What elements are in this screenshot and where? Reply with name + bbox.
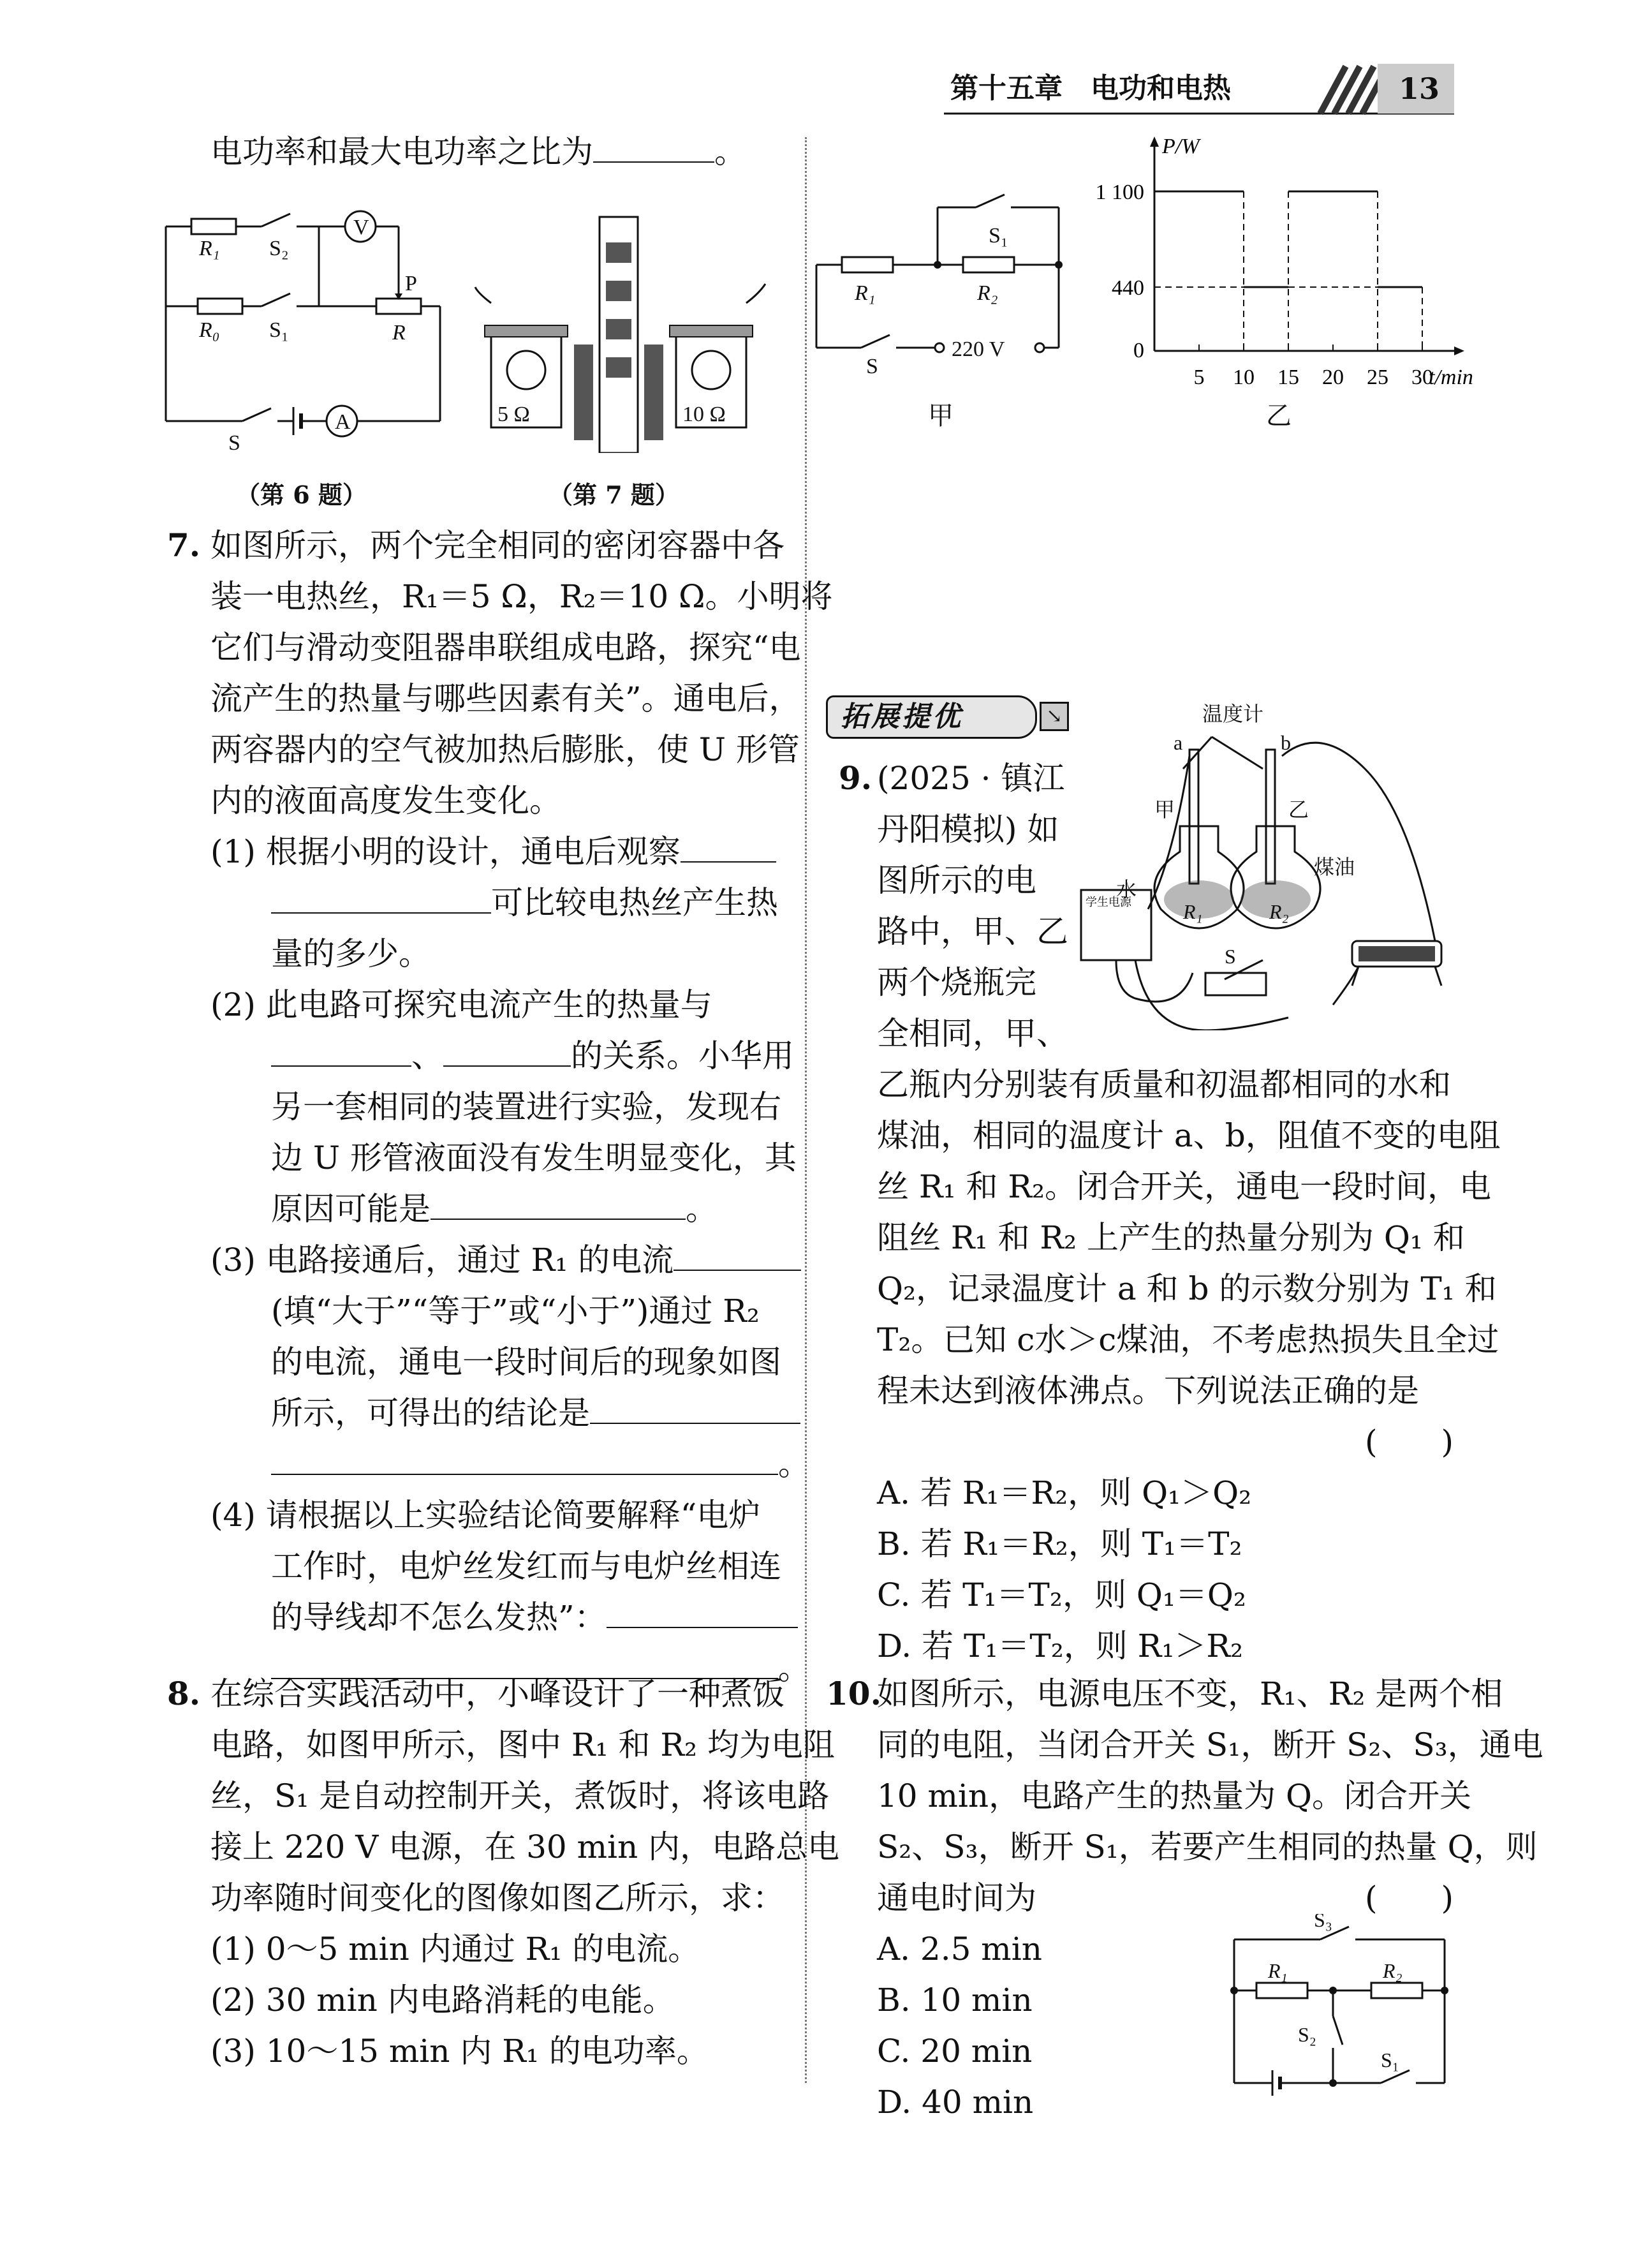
fig6-p: P bbox=[405, 272, 417, 295]
q9-fig-r2: R₂ bbox=[1269, 900, 1289, 923]
fig8a-s1: S₁ bbox=[989, 224, 1008, 248]
q6-tail-line bbox=[210, 126, 746, 177]
q7-p4-line3: 的导线却不怎么发热”： bbox=[210, 1592, 810, 1643]
y-axis-arrow bbox=[1150, 137, 1159, 147]
q8-line: 在综合实践活动中，小峰设计了一种煮饭 bbox=[210, 1675, 784, 1712]
fig6-r1: R₁ bbox=[199, 237, 220, 260]
q9-line: (2025 · 镇江 bbox=[877, 760, 1065, 797]
q9-fig-a: a bbox=[1174, 731, 1183, 754]
q7-p1-blank-a[interactable] bbox=[681, 828, 776, 863]
q6-tail-text: 电功率和最大电功率之比为 bbox=[210, 133, 593, 170]
x-tick-label: 20 bbox=[1322, 366, 1344, 389]
q8-line: 电路，如图甲所示，图中 R₁ 和 R₂ 均为电阻 bbox=[210, 1726, 835, 1763]
q7-line: 装一电热丝，R₁＝5 Ω，R₂＝10 Ω。小明将 bbox=[210, 578, 833, 615]
fig6-a: A bbox=[335, 410, 351, 434]
q9-fig-thermo: 温度计 bbox=[1202, 702, 1264, 725]
x-tick-label: 25 bbox=[1367, 366, 1388, 389]
q9-line: 丹阳模拟) 如 bbox=[877, 811, 1059, 848]
q10-line: 通电时间为 bbox=[877, 1879, 1036, 1916]
q8-body bbox=[210, 1668, 839, 2077]
x-tick-label: 15 bbox=[1277, 366, 1299, 389]
q9-line: 两个烧瓶完 bbox=[877, 964, 1036, 1001]
q7-p4-line1: (4) 请根据以上实验结论简要解释“电炉 bbox=[210, 1497, 761, 1534]
chapter-title: 第十五章 电功和电热 bbox=[950, 72, 1231, 105]
q7-p2-blank-a[interactable] bbox=[271, 1032, 411, 1067]
x-axis-arrow bbox=[1454, 346, 1464, 355]
y-axis-label: P/W bbox=[1162, 135, 1200, 158]
q8-sub: (2) 30 min 内电路消耗的电能。 bbox=[210, 1982, 675, 2019]
q10-circuit bbox=[1225, 1914, 1467, 2105]
q10-fig-s3: S₃ bbox=[1314, 1914, 1332, 1931]
q7-line: 两容器内的空气被加热后膨胀，使 U 形管 bbox=[210, 731, 800, 768]
fig7-left-res: 5 Ω bbox=[497, 403, 530, 426]
q8-sub: (1) 0～5 min 内通过 R₁ 的电流。 bbox=[210, 1931, 700, 1968]
q9-fig-b: b bbox=[1281, 731, 1291, 754]
fig8-chart-yi bbox=[1084, 134, 1492, 389]
q7-p3-line4: 所示，可得出的结论是 bbox=[210, 1388, 810, 1439]
q9-line: 乙瓶内分别装有质量和初温都相同的水和 bbox=[877, 1066, 1451, 1103]
fig8a-s: S bbox=[866, 355, 878, 378]
section-title-box bbox=[826, 695, 1037, 739]
x-tick-label: 5 bbox=[1193, 366, 1205, 389]
q10-line: 10 min，电路产生的热量为 Q。闭合开关 bbox=[877, 1777, 1472, 1814]
q9-fig-jia: 甲 bbox=[1154, 798, 1175, 821]
fig8a-r1: R₁ bbox=[855, 281, 876, 305]
section-arrow-icon: ↘ bbox=[1040, 702, 1069, 731]
q9-fig-s: S bbox=[1225, 945, 1236, 968]
fig6-v: V bbox=[353, 216, 369, 239]
q10-line: S₂、S₃，断开 S₁，若要产生相同的热量 Q，则 bbox=[877, 1828, 1538, 1865]
q9-answer-bracket[interactable]: ( ) bbox=[1365, 1423, 1454, 1460]
fig8a-r2: R₂ bbox=[977, 281, 998, 305]
q9-line: 阻丝 R₁ 和 R₂ 上产生的热量分别为 Q₁ 和 bbox=[877, 1219, 1465, 1256]
section-title: 拓展提优 bbox=[841, 700, 963, 733]
q10-options bbox=[877, 1923, 1042, 2128]
q6-tail-end: 。 bbox=[714, 133, 746, 170]
fig7-caption: （第 7 题） bbox=[548, 480, 679, 509]
fig8-circuit-jia bbox=[810, 179, 1091, 383]
q7-p4-line2: 工作时，电炉丝发红而与电炉丝相连 bbox=[271, 1548, 781, 1585]
q9-fig-kerosene: 煤油 bbox=[1314, 856, 1355, 878]
fig7-apparatus bbox=[472, 211, 791, 453]
q9-line: Q₂，记录温度计 a 和 b 的示数分别为 T₁ 和 bbox=[877, 1270, 1497, 1307]
q9-short-lines bbox=[877, 753, 1068, 1059]
q10-option[interactable]: D. 40 min bbox=[877, 2084, 1034, 2121]
q8-number: 8. bbox=[167, 1675, 201, 1712]
q8-line: 接上 220 V 电源，在 30 min 内，电路总电 bbox=[210, 1828, 840, 1865]
q7-p4-blank-a[interactable] bbox=[607, 1594, 798, 1628]
fig6-s2: S₂ bbox=[269, 237, 289, 260]
q8-sub: (3) 10～15 min 内 R₁ 的电功率。 bbox=[210, 2033, 709, 2070]
q7-p3-line1: (3) 电路接通后，通过 R₁ 的电流 bbox=[210, 1234, 810, 1286]
q9-line: 煤油，相同的温度计 a、b，阻值不变的电阻 bbox=[877, 1117, 1501, 1154]
x-axis-label: t/min bbox=[1429, 366, 1473, 389]
q7-p2-line2: 、 的关系。小华用 bbox=[210, 1030, 810, 1081]
q10-option[interactable]: B. 10 min bbox=[877, 1982, 1033, 2019]
q9-option[interactable]: B. 若 R₁＝R₂，则 T₁＝T₂ bbox=[877, 1525, 1242, 1562]
x-tick-label: 30 bbox=[1411, 366, 1433, 389]
q7-p1-line3: 量的多少。 bbox=[271, 935, 431, 972]
page-header bbox=[944, 64, 1454, 115]
q9-option[interactable]: D. 若 T₁＝T₂，则 R₁＞R₂ bbox=[877, 1627, 1244, 1664]
q7-p3-line5: 。 bbox=[210, 1439, 810, 1490]
q7-p3-blank-c[interactable] bbox=[271, 1441, 778, 1475]
q7-p3-blank-b[interactable] bbox=[590, 1390, 800, 1424]
q10-fig-r2: R₂ bbox=[1383, 1959, 1402, 1982]
q7-p2-line5: 原因可能是 。 bbox=[210, 1183, 810, 1234]
q10-answer-bracket[interactable]: ( ) bbox=[1365, 1879, 1454, 1916]
q9-line: 程未达到液体沸点。下列说法正确的是 bbox=[877, 1372, 1419, 1409]
q7-p2-blank-c[interactable] bbox=[431, 1185, 686, 1220]
q9-fig-power: 学生电源 bbox=[1086, 896, 1131, 908]
x-tick-label: 10 bbox=[1233, 366, 1255, 389]
q7-p2-line4: 边 U 形管液面没有发生明显变化，其 bbox=[271, 1139, 797, 1176]
q7-line: 它们与滑动变阻器串联组成电路，探究“电 bbox=[210, 629, 801, 666]
q9-apparatus bbox=[1078, 699, 1461, 1030]
q10-fig-s1: S₁ bbox=[1381, 2049, 1399, 2072]
y-tick-label: 440 bbox=[1112, 276, 1144, 300]
fig8a-voltage: 220 V bbox=[952, 337, 1005, 361]
page-number: 13 bbox=[1398, 71, 1439, 106]
q7-p1-line: (1) 根据小明的设计，通电后观察 bbox=[210, 826, 810, 877]
q9-fig-yi: 乙 bbox=[1288, 798, 1309, 821]
y-tick-label: 1 100 bbox=[1095, 181, 1144, 204]
q9-fig-water: 水 bbox=[1116, 878, 1137, 901]
q7-number: 7. bbox=[167, 526, 201, 564]
q7-p2-line3: 另一套相同的装置进行实验，发现右 bbox=[271, 1088, 781, 1125]
q9-line: 路中，甲、乙 bbox=[877, 913, 1068, 950]
q7-p2-blank-b[interactable] bbox=[443, 1032, 571, 1067]
q7-p3-line3: 的电流，通电一段时间后的现象如图 bbox=[271, 1344, 781, 1381]
origin-label: 0 bbox=[1133, 339, 1144, 362]
fig6-s1: S₁ bbox=[269, 318, 289, 342]
q7-p3-blank-a[interactable] bbox=[674, 1236, 801, 1271]
q7-subquestions bbox=[210, 826, 810, 1694]
q6-blank[interactable] bbox=[593, 128, 714, 163]
q10-number: 10. bbox=[826, 1675, 881, 1712]
q9-number: 9. bbox=[839, 759, 872, 797]
q7-body bbox=[210, 520, 833, 826]
q10-line: 如图所示，电源电压不变，R₁、R₂ 是两个相 bbox=[877, 1675, 1503, 1712]
fig6-r: R bbox=[392, 321, 406, 345]
q10-option[interactable]: A. 2.5 min bbox=[877, 1931, 1042, 1968]
q10-fig-r1: R₁ bbox=[1268, 1959, 1288, 1982]
q8-line: 丝，S₁ 是自动控制开关，煮饭时，将该电路 bbox=[210, 1777, 830, 1814]
fig6-caption: （第 6 题） bbox=[236, 480, 367, 509]
q9-line: 全相同，甲、 bbox=[877, 1015, 1068, 1052]
fig6-s: S bbox=[228, 431, 240, 455]
q9-line: 图所示的电 bbox=[877, 862, 1036, 899]
q10-option[interactable]: C. 20 min bbox=[877, 2033, 1033, 2070]
fig8b-caption: 乙 bbox=[1266, 401, 1292, 431]
q7-p1-line2: 可比较电热丝产生热 bbox=[210, 877, 810, 928]
fig6-r0: R₀ bbox=[199, 318, 220, 342]
q7-line: 内的液面高度发生变化。 bbox=[210, 782, 561, 819]
q7-line: 流产生的热量与哪些因素有关”。通电后， bbox=[210, 680, 801, 717]
q9-option[interactable]: C. 若 T₁＝T₂，则 Q₁＝Q₂ bbox=[877, 1576, 1246, 1613]
q9-body bbox=[877, 1059, 1501, 1416]
q8-line: 功率随时间变化的图像如图乙所示，求： bbox=[210, 1879, 784, 1916]
q7-line: 如图所示，两个完全相同的密闭容器中各 bbox=[210, 527, 784, 564]
q10-fig-s2: S₂ bbox=[1298, 2023, 1316, 2046]
q9-line: 丝 R₁ 和 R₂。闭合开关，通电一段时间，电 bbox=[877, 1168, 1492, 1205]
fig7-right-res: 10 Ω bbox=[682, 403, 726, 426]
q7-p4-line4: 。 bbox=[210, 1643, 810, 1694]
fig8a-caption: 甲 bbox=[928, 401, 953, 431]
q7-p2-line1: (2) 此电路可探究电流产生的热量与 bbox=[210, 986, 712, 1023]
q7-p3-line2: (填“大于”“等于”或“小于”)通过 R₂ bbox=[271, 1293, 760, 1330]
q9-fig-r1: R₁ bbox=[1183, 900, 1203, 923]
q9-options bbox=[877, 1467, 1251, 1671]
q7-p1-blank-b[interactable] bbox=[271, 879, 491, 914]
q10-line: 同的电阻，当闭合开关 S₁，断开 S₂、S₃，通电 bbox=[877, 1726, 1543, 1763]
q9-option[interactable]: A. 若 R₁＝R₂，则 Q₁＞Q₂ bbox=[877, 1474, 1252, 1511]
q9-line: T₂。已知 c水＞c煤油，不考虑热损失且全过 bbox=[877, 1321, 1499, 1358]
fig6-circuit bbox=[159, 204, 466, 459]
